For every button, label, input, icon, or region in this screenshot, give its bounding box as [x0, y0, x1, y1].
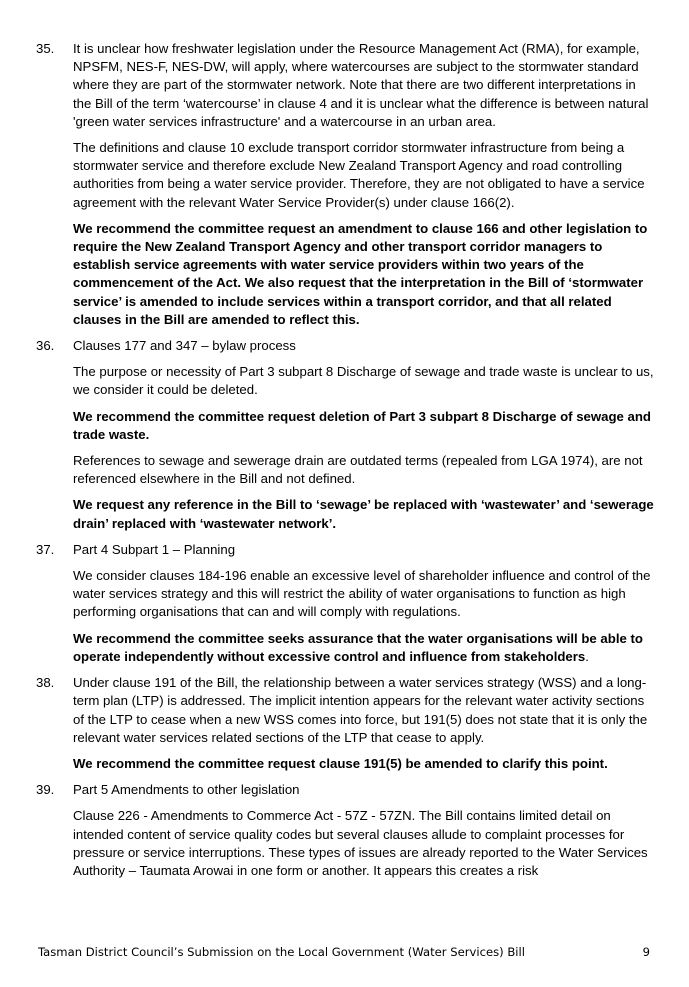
recommendation-tail: . [585, 648, 589, 664]
recommendation-paragraph: We recommend the committee request an amendment to clause 166 and other legislation to require the New Zealand Transport Agency and other transport corridor managers to establish service agreements with water service providers within two years of the commencement of the Act. We also request that the interpretation in the Bill of ‘stormwater service’ is amended to include services within a transport corridor, and that all related clauses in the Bill are amended to reflect this. [73, 220, 648, 327]
numbered-item-39 [36, 781, 656, 880]
paragraph: Clause 226 - Amendments to Commerce Act - 57Z - 57ZN. The Bill contains limited detail on intended content of service quality codes but several clauses allude to complaint processes for pressure or service interruptions. These types of issues are already reported to the Water Services Authority – Taumata Arowai in one form or another. It appears this creates a risk [73, 808, 648, 878]
item-number: 39. [36, 782, 55, 798]
item-number: 35. [36, 41, 55, 56]
page-number: 9 [642, 945, 650, 959]
footer-title: Tasman District Council’s Submission on the Local Government (Water Services) Bill [38, 945, 525, 959]
recommendation-text: We recommend the committee seeks assurance that the water organisations will be able to operate independently without excessive control and influence from stakeholders [73, 630, 643, 664]
paragraph: We consider clauses 184-196 enable an excessive level of shareholder influence and control of the water services strategy and this will restrict the ability of water organisations to function as high performing organisations that can and will comply with regulations. [73, 568, 651, 620]
paragraph: The purpose or necessity of Part 3 subpart 8 Discharge of sewage and trade waste is unclear to us, we consider it could be deleted. [73, 364, 654, 398]
numbered-item-38 [36, 674, 656, 773]
item-heading: Clauses 177 and 347 – bylaw process [73, 338, 296, 354]
numbered-item-35 [36, 40, 656, 329]
item-number: 37. [36, 541, 55, 557]
recommendation-paragraph: We recommend the committee request deletion of Part 3 subpart 8 Discharge of sewage and trade waste. [73, 408, 651, 442]
paragraph: Under clause 191 of the Bill, the relationship between a water services strategy (WSS) and a long-term plan (LTP) is addressed. The implicit intention appears for the relevant water activity sections of the LTP to cease when a new WSS comes into force, but 191(5) does not state that it is only the relevant water services related sections of the LTP that cease to apply. [73, 675, 648, 745]
paragraph: References to sewage and sewerage drain are outdated terms (repealed from LGA 1974), are not referenced elsewhere in the Bill and not defined. [73, 453, 643, 487]
paragraph: The definitions and clause 10 exclude transport corridor stormwater infrastructure from being a stormwater service and therefore exclude New Zealand Transport Agency and road controlling authorities from being a water service provider. Therefore, they are not obligated to have a service agreement with the relevant Water Service Provider(s) under clause 166(2). [73, 140, 645, 210]
document-body [36, 40, 656, 888]
recommendation-paragraph: We request any reference in the Bill to ‘sewage’ be replaced with ‘wastewater’ and ‘sewerage drain’ replaced with ‘wastewater network’. [73, 497, 654, 531]
item-heading: Part 4 Subpart 1 – Planning [73, 541, 236, 557]
recommendation-paragraph: We recommend the committee request clause 191(5) be amended to clarify this point. [73, 755, 608, 771]
item-number: 36. [36, 338, 55, 354]
paragraph: It is unclear how freshwater legislation under the Resource Management Act (RMA), for example, NPSFM, NES-F, NES-DW, will apply, where watercourses are subject to the stormwater standard where they are part of the stormwater network. Note that there are two different interpretations in the Bill of the term ‘watercourse’ in clause 4 and it is unclear what the difference is between natural 'green water services infrastructure' and a watercourse in an urban area. [73, 41, 649, 129]
recommendation-paragraph [73, 630, 656, 666]
numbered-item-37 [36, 541, 656, 666]
item-heading: Part 5 Amendments to other legislation [73, 782, 300, 798]
item-number: 38. [36, 675, 55, 691]
numbered-item-36 [36, 337, 656, 533]
